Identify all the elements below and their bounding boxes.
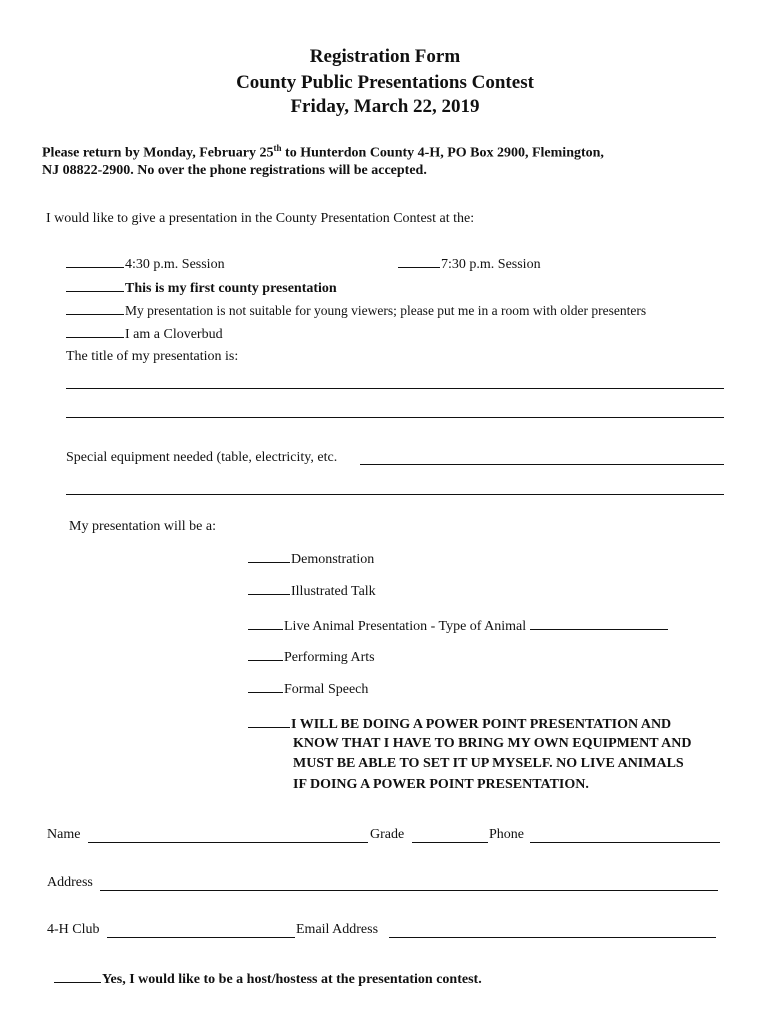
type-illustrated-talk [248,582,376,600]
demonstration-blank[interactable] [248,550,290,563]
instructions-line1-pre: Please return by Monday, February 25 [42,145,274,161]
session-late-label: 7:30 p.m. Session [441,257,541,272]
contest-date: Friday, March 22, 2019 [290,96,480,117]
phone-field[interactable] [530,842,720,843]
performing-arts-blank[interactable] [248,648,283,661]
instructions-line2: NJ 08822-2900. No over the phone registrations will be accepted. [42,163,427,178]
type-formal-speech [248,680,368,698]
equipment-line-2[interactable] [66,494,724,495]
title-line-2[interactable] [66,417,724,418]
title-prompt: The title of my presentation is: [66,349,239,364]
instructions-sup: th [273,143,282,153]
grade-field[interactable] [412,842,488,843]
host-label: Yes, I would like to be a host/hostess at the presentation contest. [102,972,482,987]
powerpoint-blank[interactable] [248,715,290,728]
phone-label: Phone [489,827,524,842]
address-label: Address [47,875,93,890]
session-early-blank[interactable] [66,255,124,268]
option-first-county [66,279,337,297]
live-animal-label: Live Animal Presentation - Type of Animal [284,619,527,634]
name-field[interactable] [88,842,368,843]
demonstration-label: Demonstration [291,552,375,567]
instructions-line1-post: to Hunterdon County 4-H, PO Box 2900, Flemington, [281,145,604,161]
powerpoint-line2: KNOW THAT I HAVE TO BRING MY OWN EQUIPMENT AND [293,736,692,751]
illustrated-talk-label: Illustrated Talk [291,584,376,599]
equipment-prompt: Special equipment needed (table, electricity, etc. [66,450,338,465]
grade-label: Grade [370,827,405,842]
powerpoint-line1-text: I WILL BE DOING A POWER POINT PRESENTATION AND [291,717,672,732]
live-animal-blank[interactable] [248,617,283,630]
type-prompt: My presentation will be a: [69,519,216,534]
type-performing-arts [248,648,375,666]
email-label: Email Address [296,922,379,937]
form-title: Registration Form [309,46,461,67]
title-line-1[interactable] [66,388,724,389]
equipment-line-1[interactable] [360,464,724,465]
name-label: Name [47,827,81,842]
club-label: 4-H Club [47,922,100,937]
type-demonstration [248,550,374,568]
contest-name: County Public Presentations Contest [236,72,534,93]
instructions-line1 [42,143,604,162]
animal-type-field[interactable] [530,616,668,630]
not-suitable-blank[interactable] [66,302,124,315]
intro-text: I would like to give a presentation in the County Presentation Contest at the: [46,211,475,226]
host-blank[interactable] [54,970,101,983]
session-late [398,255,541,273]
performing-arts-label: Performing Arts [284,650,375,665]
illustrated-talk-blank[interactable] [248,582,290,595]
option-not-suitable [66,302,646,319]
session-early [66,255,225,273]
club-field[interactable] [107,937,295,938]
powerpoint-line1 [248,715,671,733]
not-suitable-label: My presentation is not suitable for young viewers; please put me in a room with older presenters [125,303,647,318]
session-early-label: 4:30 p.m. Session [125,257,225,272]
session-late-blank[interactable] [398,255,440,268]
powerpoint-line3: MUST BE ABLE TO SET IT UP MYSELF. NO LIVE ANIMALS [293,756,684,771]
option-cloverbud [66,325,223,343]
cloverbud-blank[interactable] [66,325,124,338]
formal-speech-label: Formal Speech [284,682,369,697]
formal-speech-blank[interactable] [248,680,283,693]
cloverbud-label: I am a Cloverbud [125,327,223,342]
type-live-animal [248,616,668,635]
powerpoint-line4: IF DOING A POWER POINT PRESENTATION. [293,777,589,792]
first-county-blank[interactable] [66,279,124,292]
email-field[interactable] [389,937,716,938]
first-county-label: This is my first county presentation [125,281,337,296]
host-option [54,970,482,988]
address-field[interactable] [100,890,718,891]
